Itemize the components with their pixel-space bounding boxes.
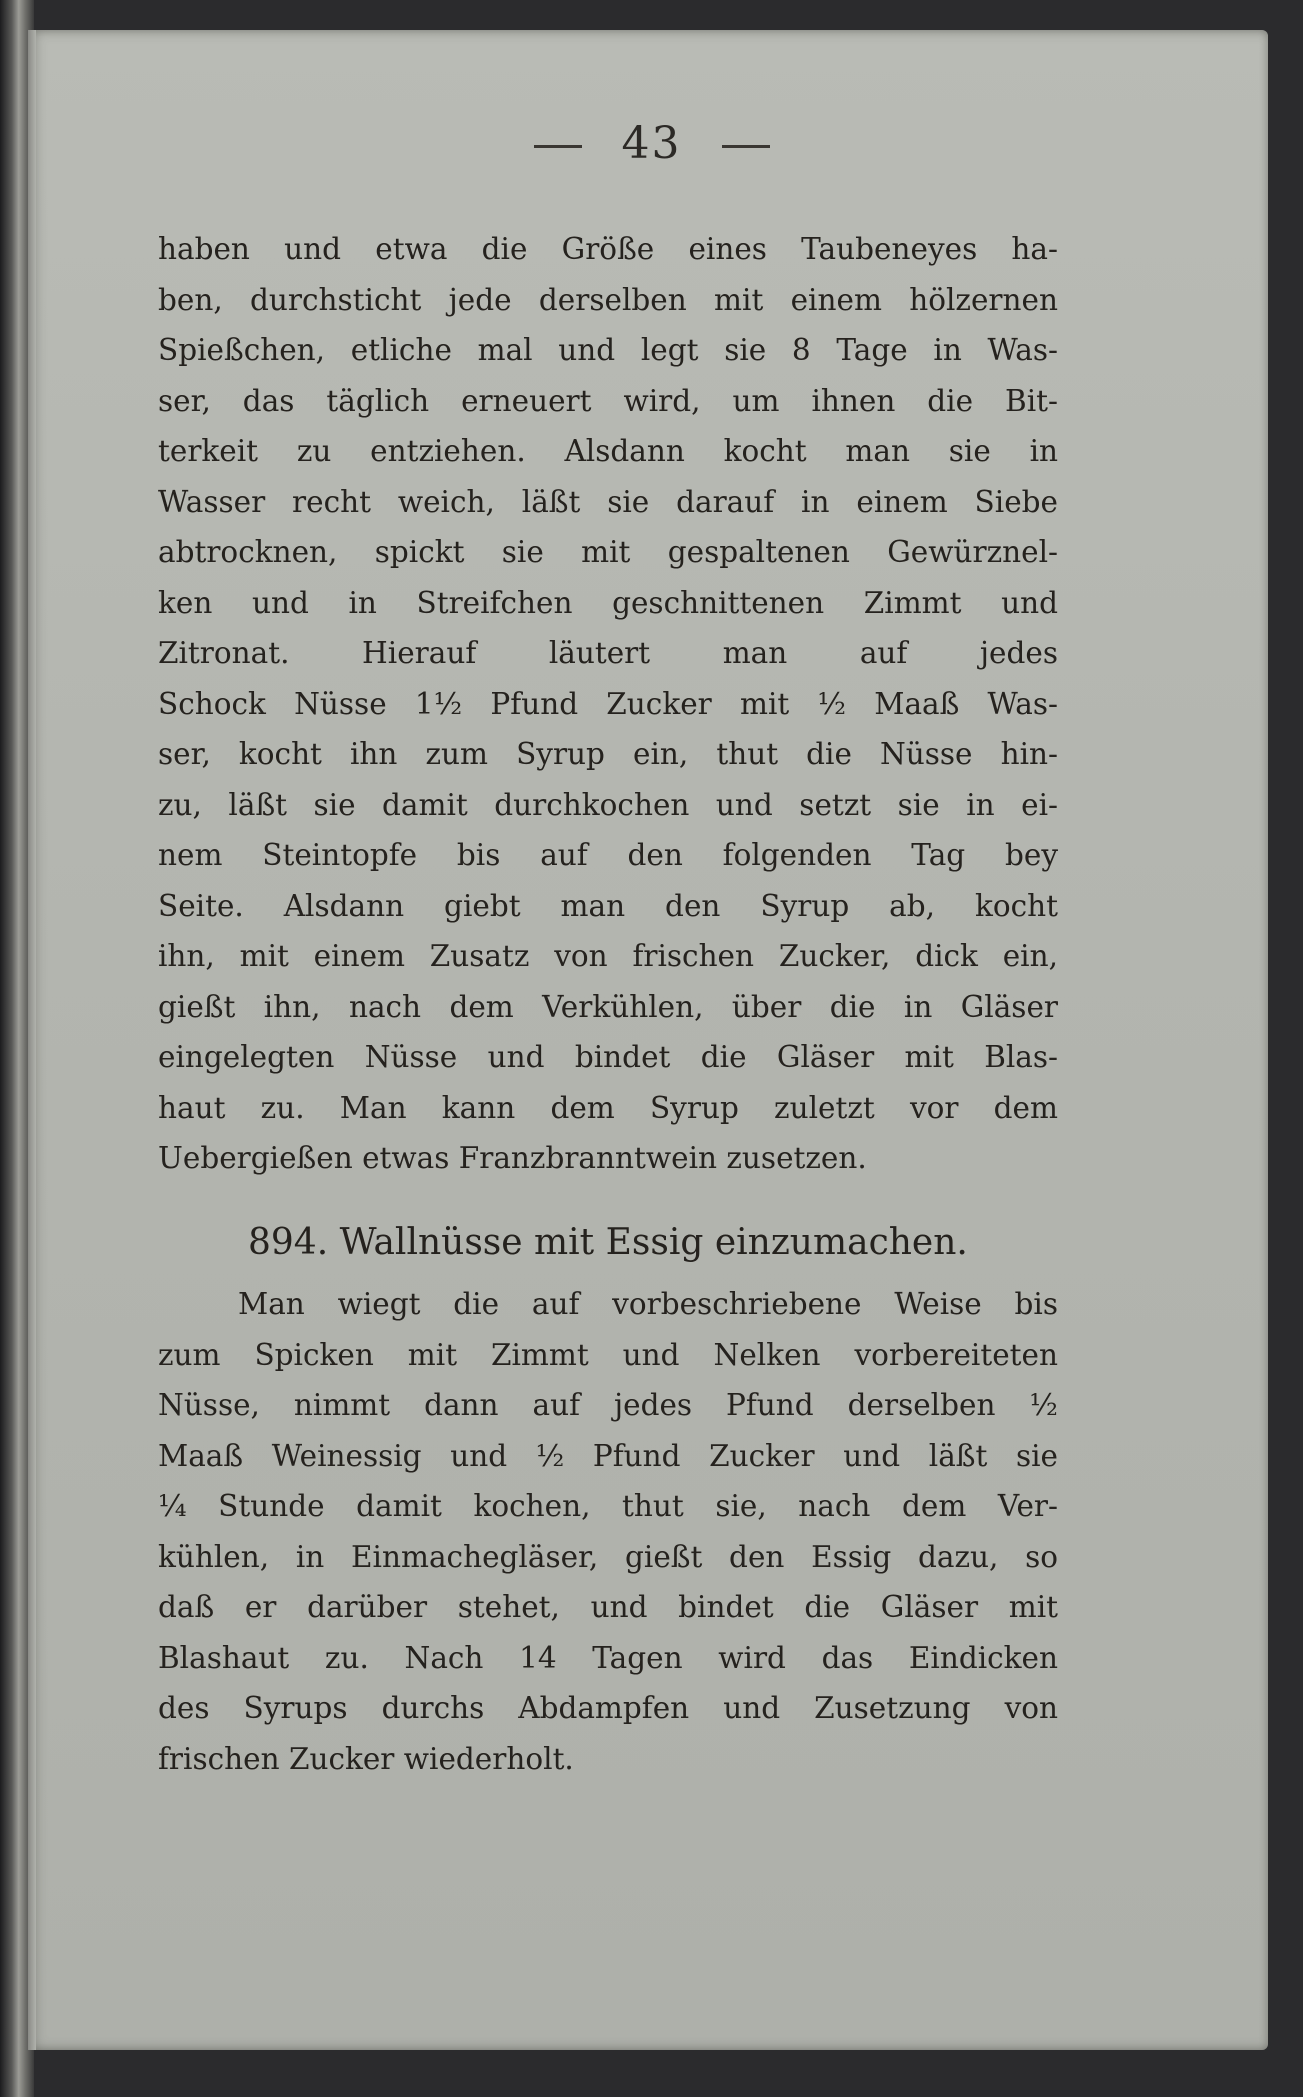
text-line: zum Spicken mit Zimmt und Nelken vorbereiteten — [158, 1337, 1058, 1372]
text-line: frischen Zucker wiederholt. — [158, 1741, 574, 1776]
paragraph-recipe-continuation — [158, 224, 1058, 1184]
text-line: kühlen, in Einmachegläser, gießt den Essig dazu, so — [158, 1539, 1058, 1574]
section-heading: 894. Wallnüsse mit Essig einzumachen. — [248, 1222, 968, 1263]
header-dash-left — [534, 145, 582, 148]
text-line: Nüsse, nimmt dann auf jedes Pfund derselben ½ — [158, 1388, 1058, 1422]
text-line: ben, durchsticht jede derselben mit einem hölzernen — [158, 282, 1058, 317]
text-line: ken und in Streifchen geschnittenen Zimmt und — [158, 585, 1058, 620]
page-header — [0, 118, 1303, 169]
page-number: 43 — [621, 118, 682, 169]
text-line: terkeit zu entziehen. Alsdann kocht man sie in — [158, 434, 1058, 468]
text-line: des Syrups durchs Abdampfen und Zusetzung von — [158, 1691, 1058, 1725]
text-line: ihn, mit einem Zusatz von frischen Zucker, dick ein, — [158, 939, 1058, 973]
text-line: Schock Nüsse 1½ Pfund Zucker mit ½ Maaß Was- — [158, 686, 1058, 721]
text-line: eingelegten Nüsse und bindet die Gläser mit Blas- — [158, 1040, 1058, 1074]
text-line: nem Steintopfe bis auf den folgenden Tag bey — [158, 838, 1058, 872]
text-line: ser, kocht ihn zum Syrup ein, thut die Nüsse hin- — [158, 737, 1058, 771]
text-line: ¼ Stunde damit kochen, thut sie, nach dem Ver- — [158, 1489, 1058, 1523]
paragraph-recipe-894 — [158, 1279, 1058, 1784]
text-line: abtrocknen, spickt sie mit gespaltenen Gewürznel- — [158, 535, 1058, 569]
text-line: Zitronat. Hierauf läutert man auf jedes — [158, 636, 1058, 670]
text-line: haben und etwa die Größe eines Taubeneyes ha- — [158, 232, 1058, 266]
header-dash-right — [722, 145, 770, 148]
text-line: Man wiegt die auf vorbeschriebene Weise bis — [238, 1287, 1058, 1321]
text-line: Maaß Weinessig und ½ Pfund Zucker und läßt sie — [158, 1438, 1058, 1473]
text-line: Seite. Alsdann giebt man den Syrup ab, kocht — [158, 888, 1058, 923]
text-line: daß er darüber stehet, und bindet die Gläser mit — [158, 1590, 1058, 1624]
text-line: Uebergießen etwas Franzbranntwein zusetzen. — [158, 1141, 867, 1175]
text-line: haut zu. Man kann dem Syrup zuletzt vor dem — [158, 1090, 1058, 1125]
text-line: Blashaut zu. Nach 14 Tagen wird das Eindicken — [158, 1640, 1058, 1675]
text-line: Wasser recht weich, läßt sie darauf in einem Siebe — [158, 484, 1058, 519]
text-line: ser, das täglich erneuert wird, um ihnen die Bit- — [158, 383, 1058, 418]
page-gutter-shadow — [28, 30, 36, 2050]
text-line: zu, läßt sie damit durchkochen und setzt sie in ei- — [158, 787, 1058, 822]
text-line: Spießchen, etliche mal und legt sie 8 Tage in Was- — [158, 333, 1058, 367]
text-line: gießt ihn, nach dem Verkühlen, über die in Gläser — [158, 989, 1058, 1024]
